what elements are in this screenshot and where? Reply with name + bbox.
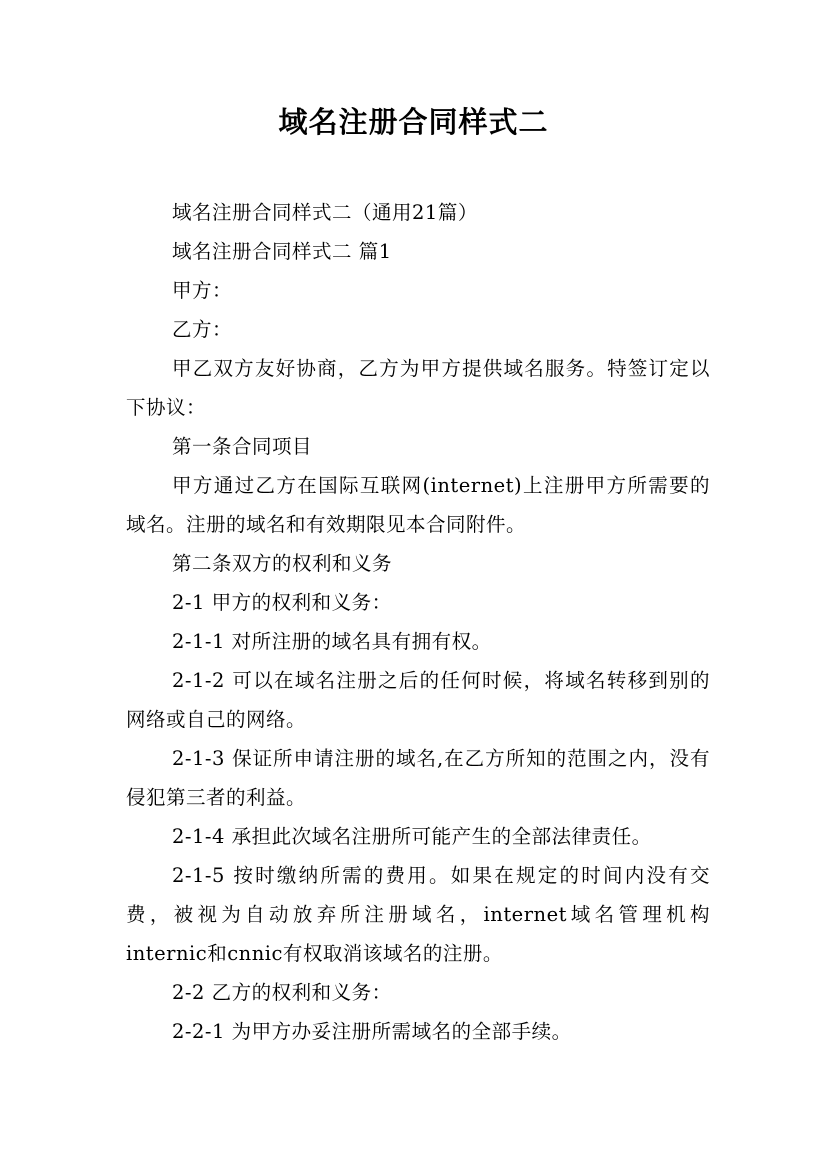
paragraph: 甲乙双方友好协商，乙方为甲方提供域名服务。特签订定以下协议： xyxy=(126,357,710,419)
paragraph: 第一条合同项目 xyxy=(172,435,313,458)
paragraph: 2-1-1 对所注册的域名具有拥有权。 xyxy=(172,630,492,653)
paragraph: 2-1 甲方的权利和义务： xyxy=(172,591,392,614)
paragraph: 2-1-2 可以在域名注册之后的任何时候，将域名转移到别的网络或自己的网络。 xyxy=(126,669,710,731)
paragraph: 域名注册合同样式二（通用21篇） xyxy=(172,201,478,224)
paragraph: 乙方： xyxy=(172,318,233,341)
paragraph: 2-1-5 按时缴纳所需的费用。如果在规定的时间内没有交费，被视为自动放弃所注册域名，internet域名管理机构internic和cnnic有权取消该域名的注册。 xyxy=(126,864,710,965)
paragraph: 域名注册合同样式二 篇1 xyxy=(172,240,392,263)
paragraph: 2-2 乙方的权利和义务： xyxy=(172,981,392,1004)
document-body xyxy=(126,193,710,1051)
paragraph: 甲方通过乙方在国际互联网(internet)上注册甲方所需要的域名。注册的域名和有效期限见本合同附件。 xyxy=(126,474,710,536)
paragraph: 第二条双方的权利和义务 xyxy=(172,552,393,575)
document-title: 域名注册合同样式二 xyxy=(278,105,549,139)
paragraph: 2-1-4 承担此次域名注册所可能产生的全部法律责任。 xyxy=(172,825,652,848)
paragraph: 甲方： xyxy=(172,279,233,302)
paragraph: 2-1-3 保证所申请注册的域名,在乙方所知的范围之内，没有侵犯第三者的利益。 xyxy=(126,747,710,809)
paragraph: 2-2-1 为甲方办妥注册所需域名的全部手续。 xyxy=(172,1020,572,1043)
